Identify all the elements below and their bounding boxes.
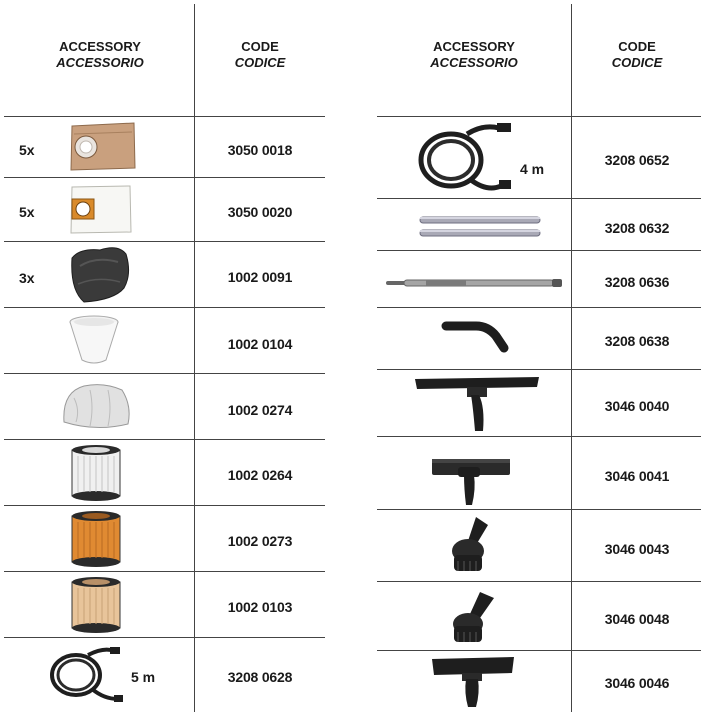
left-code-header-it: CODICE (234, 55, 286, 70)
left-accessory-header-it: ACCESSORIO (56, 55, 144, 70)
right-column-divider (571, 4, 572, 712)
row-code: 1002 0103 (227, 599, 293, 615)
floor-nozzle-icon (430, 455, 512, 507)
left-code-header-en: CODE (241, 39, 279, 54)
telescopic-tube-icon (386, 276, 562, 290)
right-rule (377, 650, 701, 651)
cloth-bag-icon (66, 244, 132, 304)
right-rule (377, 198, 701, 199)
left-rule (4, 571, 325, 572)
right-accessory-header (404, 39, 544, 71)
paper-bag-brown-icon (68, 120, 138, 172)
left-rule (4, 307, 325, 308)
row-code: 3208 0652 (604, 152, 670, 168)
row-code: 3046 0046 (604, 675, 670, 691)
row-code: 1002 0273 (227, 533, 293, 549)
extension-tubes-icon (420, 214, 540, 240)
left-rule (4, 241, 325, 242)
curved-handle-icon (444, 320, 508, 356)
right-rule (377, 509, 701, 510)
right-code-header-en: CODE (618, 39, 656, 54)
row-code: 3050 0020 (227, 204, 293, 220)
row-code: 3208 0628 (227, 669, 293, 685)
hose-icon (417, 120, 515, 196)
row-code: 3208 0638 (604, 333, 670, 349)
right-code-header (577, 39, 697, 71)
angled-brush-icon (450, 590, 500, 644)
left-rule (4, 505, 325, 506)
right-rule (377, 307, 701, 308)
row-code: 1002 0264 (227, 467, 293, 483)
right-accessory-header-it: ACCESSORIO (430, 55, 518, 70)
row-code: 3046 0048 (604, 611, 670, 627)
right-rule (377, 116, 701, 117)
row-quantity: 5x (19, 142, 35, 158)
hose-icon (48, 641, 124, 703)
left-rule (4, 637, 325, 638)
upholstery-nozzle-icon (430, 655, 516, 709)
right-code-header-it: CODICE (611, 55, 663, 70)
row-code: 3208 0636 (604, 274, 670, 290)
left-rule (4, 116, 325, 117)
round-brush-icon (450, 515, 500, 573)
right-rule (377, 581, 701, 582)
row-code: 3046 0043 (604, 541, 670, 557)
cartridge-filter-orange-icon (70, 510, 122, 568)
cartridge-filter-beige-icon (70, 576, 122, 634)
left-rule (4, 177, 325, 178)
row-code: 1002 0274 (227, 402, 293, 418)
left-rule (4, 439, 325, 440)
row-length: 5 m (131, 669, 156, 685)
row-code: 3050 0018 (227, 142, 293, 158)
row-quantity: 3x (19, 270, 35, 286)
paper-bag-white-icon (68, 183, 134, 235)
row-quantity: 5x (19, 204, 35, 220)
left-rule (4, 373, 325, 374)
left-accessory-header-en: ACCESSORY (59, 39, 141, 54)
fabric-filter-icon (60, 380, 132, 432)
right-rule (377, 436, 701, 437)
row-code: 1002 0104 (227, 336, 293, 352)
row-code: 3046 0040 (604, 398, 670, 414)
right-rule (377, 369, 701, 370)
paper-cone-filter-icon (68, 314, 120, 366)
right-accessory-header-en: ACCESSORY (433, 39, 515, 54)
row-length: 4 m (520, 161, 545, 177)
left-code-header (200, 39, 320, 71)
wide-floor-nozzle-icon (413, 375, 541, 433)
right-rule (377, 250, 701, 251)
hepa-cartridge-white-icon (70, 444, 122, 502)
row-code: 1002 0091 (227, 269, 293, 285)
row-code: 3208 0632 (604, 220, 670, 236)
left-accessory-header (30, 39, 170, 71)
row-code: 3046 0041 (604, 468, 670, 484)
